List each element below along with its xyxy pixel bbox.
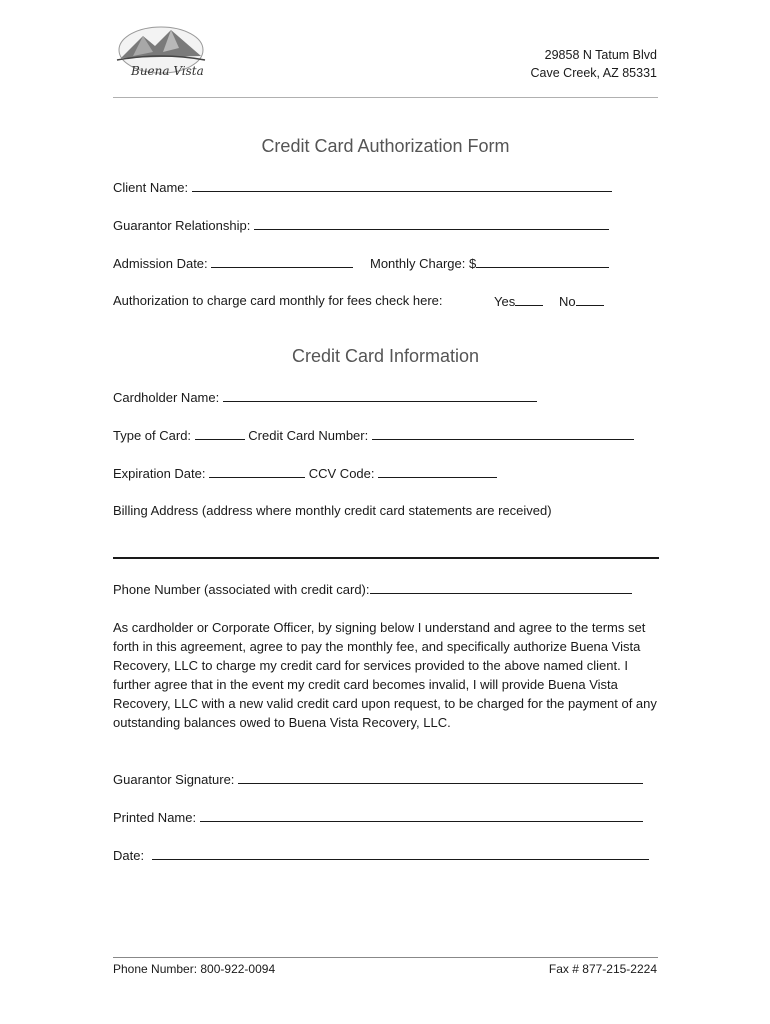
no-label: No bbox=[559, 294, 576, 309]
client-name-field[interactable] bbox=[192, 178, 612, 192]
footer-fax: Fax # 877-215-2224 bbox=[548, 962, 657, 976]
authorization-row bbox=[113, 292, 443, 310]
phone-label: Phone Number (associated with credit card): bbox=[113, 582, 370, 597]
client-name-label: Client Name: bbox=[113, 180, 189, 195]
admission-date-row bbox=[113, 254, 353, 272]
card-info-title: Credit Card Information bbox=[291, 346, 480, 366]
cardholder-name-row bbox=[113, 388, 537, 406]
phone-field[interactable] bbox=[370, 580, 632, 594]
card-type-row bbox=[113, 426, 634, 444]
authorization-label: Authorization to charge card monthly for fees check here: bbox=[113, 293, 443, 308]
yes-label: Yes bbox=[494, 294, 516, 309]
footer-phone: Phone Number: 800-922-0094 bbox=[113, 962, 276, 976]
card-number-label: Credit Card Number: bbox=[248, 428, 369, 443]
admission-date-label: Admission Date: bbox=[113, 256, 208, 271]
ccv-label: CCV Code: bbox=[308, 466, 375, 481]
guarantor-relationship-field[interactable] bbox=[254, 216, 609, 230]
type-of-card-field[interactable] bbox=[195, 426, 245, 440]
client-name-row bbox=[113, 178, 612, 196]
no-checkbox-line[interactable] bbox=[576, 292, 604, 306]
company-address bbox=[531, 46, 657, 82]
footer-divider bbox=[113, 957, 658, 958]
address-line-2: Cave Creek, AZ 85331 bbox=[530, 66, 657, 80]
agreement-text: As cardholder or Corporate Officer, by signing below I understand and agree to the terms set forth in this agreement, agree to pay the monthly fee, and specifically authorize Buena Vista Recovery, LLC to charge my credit card for services provided to the above named client. I further agree that in the event my credit card becomes invalid, I will provide Buena Vista Recovery, LLC with a new valid credit card upon request, to be charged for the payment of any outstanding balances owed to Buena Vista Recovery, LLC. bbox=[113, 620, 657, 730]
type-of-card-label: Type of Card: bbox=[113, 428, 192, 443]
date-row bbox=[113, 846, 649, 864]
ccv-field[interactable] bbox=[378, 464, 497, 478]
guarantor-signature-label: Guarantor Signature: bbox=[113, 772, 235, 787]
guarantor-relationship-label: Guarantor Relationship: bbox=[113, 218, 251, 233]
guarantor-signature-field[interactable] bbox=[238, 770, 643, 784]
printed-name-label: Printed Name: bbox=[113, 810, 197, 825]
cardholder-name-field[interactable] bbox=[223, 388, 537, 402]
company-logo bbox=[113, 22, 209, 88]
expiration-date-label: Expiration Date: bbox=[113, 466, 206, 481]
monthly-charge-row bbox=[370, 254, 609, 272]
address-line-1: 29858 N Tatum Blvd bbox=[544, 48, 657, 62]
card-number-field[interactable] bbox=[372, 426, 634, 440]
billing-address-label: Billing Address (address where monthly credit card statements are received) bbox=[113, 503, 552, 518]
phone-row bbox=[113, 580, 632, 598]
cardholder-name-label: Cardholder Name: bbox=[113, 390, 220, 405]
billing-address-field[interactable] bbox=[113, 557, 659, 559]
date-field[interactable] bbox=[152, 846, 649, 860]
logo-text: Buena Vista bbox=[131, 64, 204, 78]
authorization-no bbox=[559, 292, 604, 310]
header-divider bbox=[113, 97, 658, 98]
expiration-date-field[interactable] bbox=[209, 464, 305, 478]
guarantor-signature-row bbox=[113, 770, 643, 788]
printed-name-row bbox=[113, 808, 643, 826]
monthly-charge-field[interactable] bbox=[476, 254, 609, 268]
monthly-charge-label: Monthly Charge: $ bbox=[370, 256, 477, 271]
date-label: Date: bbox=[113, 848, 145, 863]
form-title: Credit Card Authorization Form bbox=[261, 136, 510, 156]
printed-name-field[interactable] bbox=[200, 808, 643, 822]
admission-date-field[interactable] bbox=[211, 254, 353, 268]
expiration-row bbox=[113, 464, 497, 482]
guarantor-relationship-row bbox=[113, 216, 609, 234]
yes-checkbox-line[interactable] bbox=[515, 292, 543, 306]
authorization-yes bbox=[494, 292, 543, 310]
